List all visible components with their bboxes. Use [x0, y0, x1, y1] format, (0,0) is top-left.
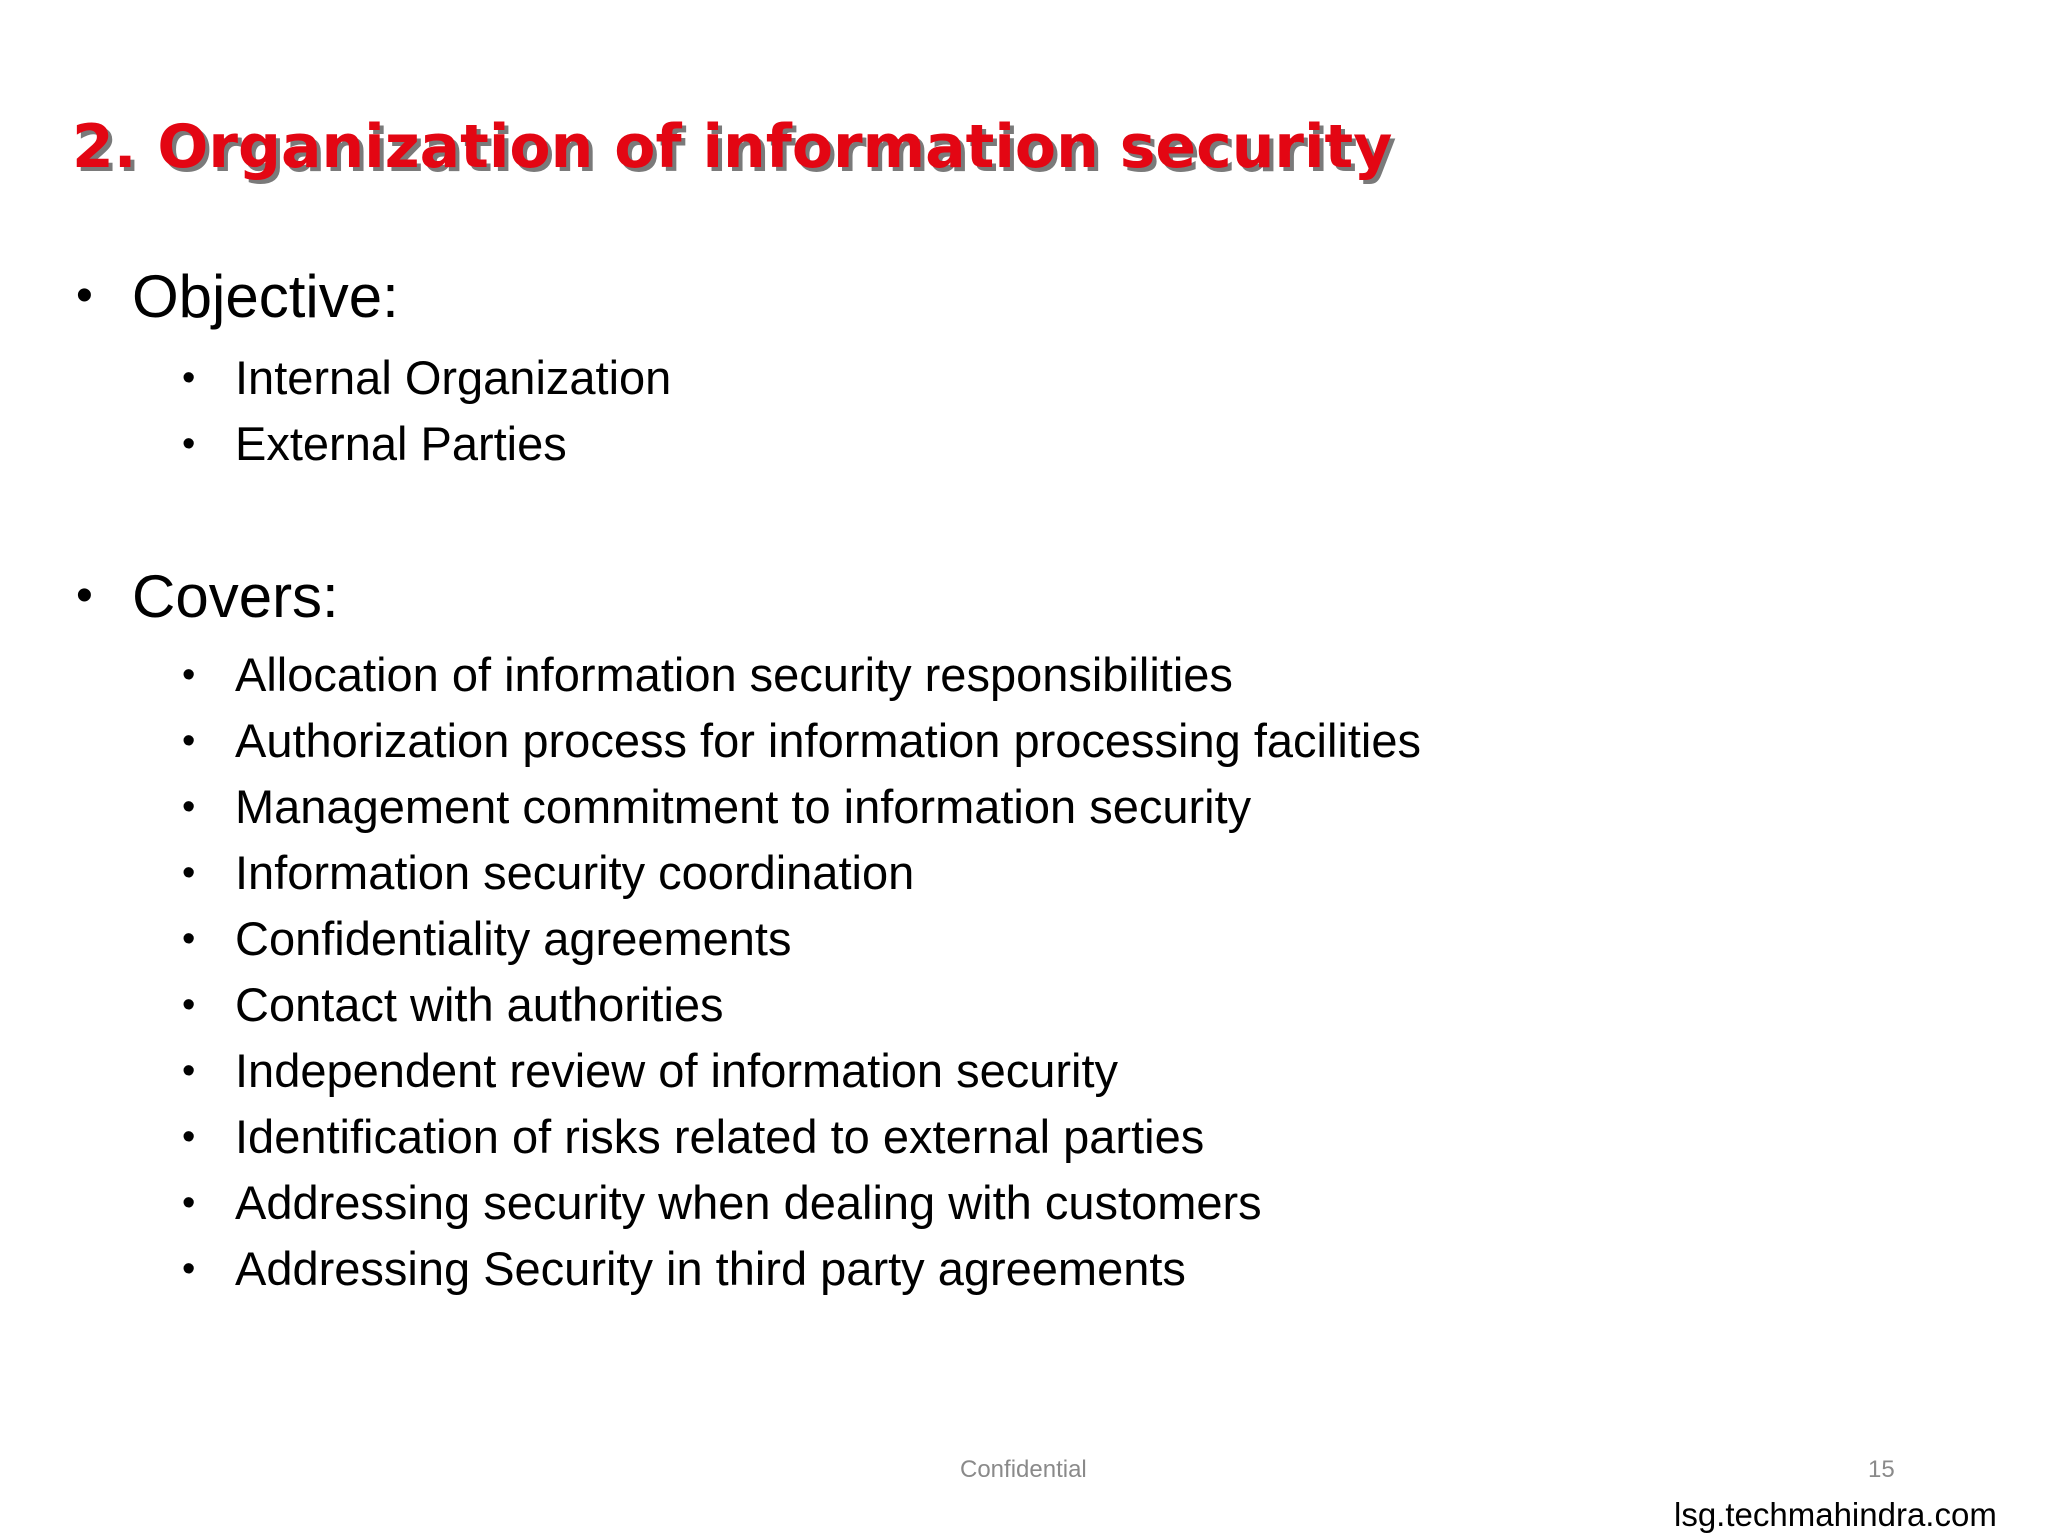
list-item-label: Allocation of information security responsibilities: [235, 648, 1233, 701]
bullet-icon: •: [76, 269, 93, 322]
bullet-icon: •: [182, 984, 196, 1026]
list-item: [182, 345, 671, 411]
covers-list: [182, 642, 1421, 1302]
bullet-icon: •: [182, 786, 196, 828]
list-item: [182, 1236, 1421, 1302]
list-item-label: Addressing Security in third party agreements: [235, 1242, 1186, 1295]
list-item-label: Independent review of information security: [235, 1044, 1119, 1097]
slide-title: 2. Organization of information security: [72, 112, 1393, 182]
list-item: [182, 1104, 1421, 1170]
list-item: [182, 1170, 1421, 1236]
section-heading-objective: [76, 262, 399, 331]
list-item-label: Contact with authorities: [235, 978, 724, 1031]
list-item: [182, 906, 1421, 972]
list-item-label: Addressing security when dealing with customers: [235, 1176, 1262, 1229]
section-heading-label: Objective:: [132, 263, 399, 330]
list-item-label: Identification of risks related to external parties: [235, 1110, 1205, 1163]
bullet-icon: •: [182, 1050, 196, 1092]
bullet-icon: •: [182, 1248, 196, 1290]
list-item: [182, 774, 1421, 840]
list-item: [182, 411, 671, 477]
list-item-label: External Parties: [235, 417, 567, 470]
bullet-icon: •: [182, 654, 196, 696]
page-number: 15: [1868, 1456, 1895, 1483]
bullet-icon: •: [182, 1116, 196, 1158]
bullet-icon: •: [182, 918, 196, 960]
footer-website: lsg.techmahindra.com: [1674, 1496, 1997, 1533]
bullet-icon: •: [182, 423, 196, 465]
list-item: [182, 840, 1421, 906]
list-item-label: Information security coordination: [235, 846, 915, 899]
bullet-icon: •: [182, 852, 196, 894]
bullet-icon: •: [182, 357, 196, 399]
bullet-icon: •: [182, 720, 196, 762]
footer-confidential: Confidential: [960, 1456, 1087, 1483]
list-item: [182, 708, 1421, 774]
list-item: [182, 642, 1421, 708]
list-item-label: Management commitment to information security: [235, 780, 1252, 833]
list-item-label: Internal Organization: [235, 351, 672, 404]
bullet-icon: •: [76, 569, 93, 622]
section-heading-covers: [76, 562, 339, 631]
list-item-label: Confidentiality agreements: [235, 912, 792, 965]
list-item: [182, 972, 1421, 1038]
list-item-label: Authorization process for information processing facilities: [235, 714, 1421, 767]
list-item: [182, 1038, 1421, 1104]
section-heading-label: Covers:: [132, 563, 339, 630]
bullet-icon: •: [182, 1182, 196, 1224]
objective-list: [182, 345, 671, 477]
